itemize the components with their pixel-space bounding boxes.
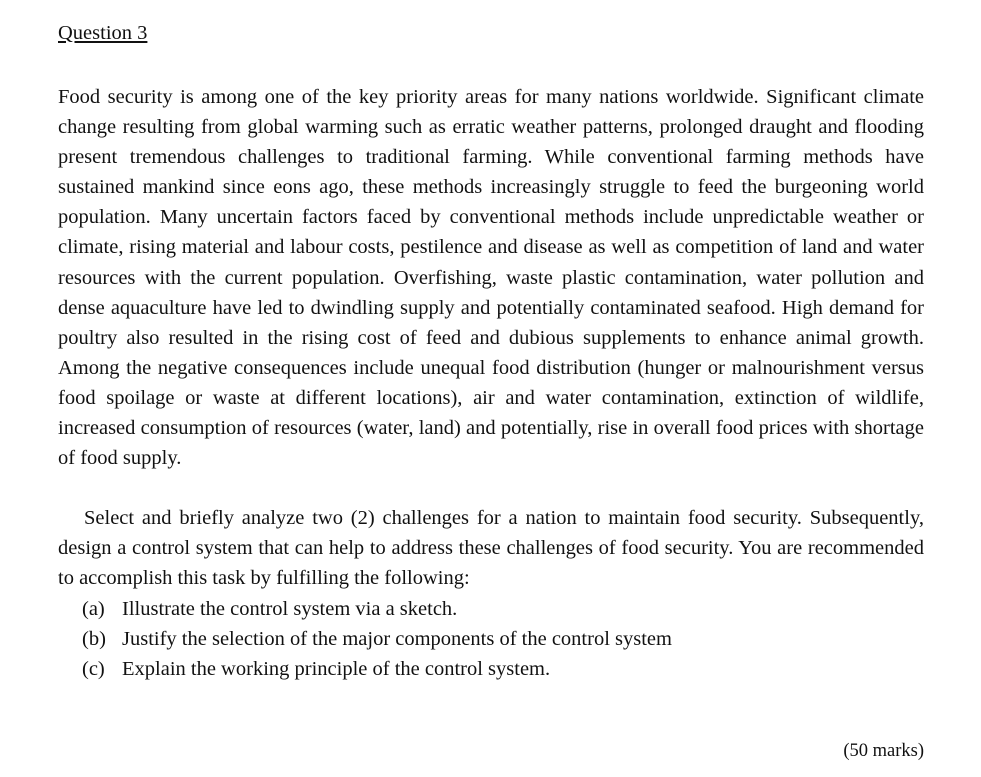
task-text: Explain the working principle of the control system. xyxy=(122,657,551,680)
marks-label: (50 marks) xyxy=(843,741,924,761)
task-marker: (c) xyxy=(82,657,105,680)
task-marker: (b) xyxy=(82,627,106,650)
task-item-a xyxy=(82,594,924,624)
question-document xyxy=(58,18,924,684)
task-item-b xyxy=(82,624,924,654)
task-instruction-paragraph: Select and briefly analyze two (2) challenges for a nation to maintain food security. Subsequently, design a control system that can help to address these challenges of food security. You are recommended to accomplish this task by fulfilling the following: xyxy=(58,507,924,590)
task-text: Illustrate the control system via a sketch. xyxy=(122,597,458,620)
task-marker: (a) xyxy=(82,597,105,620)
task-item-c xyxy=(82,654,924,684)
question-context-paragraph: Food security is among one of the key priority areas for many nations worldwide. Significant climate change resulting from global warming such as erratic weather patterns, prolonged draught and flooding present tremendous challenges to traditional farming. While conventional farming methods have sustained mankind since eons ago, these methods increasingly struggle to feed the burgeoning world population. Many uncertain factors faced by conventional methods include unpredictable weather or climate, rising material and labour costs, pestilence and disease as well as competition of land and water resources with the current population. Overfishing, waste plastic contamination, water pollution and dense aquaculture have led to dwindling supply and potentially contaminated seafood. High demand for poultry also resulted in the rising cost of feed and dubious supplements to enhance animal growth. Among the negative consequences include unequal food distribution (hunger or malnourishment versus food spoilage or waste at different locations), air and water contamination, extinction of wildlife, increased consumption of resources (water, land) and potentially, rise in overall food prices with shortage of food supply. xyxy=(58,86,924,470)
task-text: Justify the selection of the major components of the control system xyxy=(122,627,672,650)
question-title: Question 3 xyxy=(58,22,148,44)
task-list xyxy=(58,594,924,684)
